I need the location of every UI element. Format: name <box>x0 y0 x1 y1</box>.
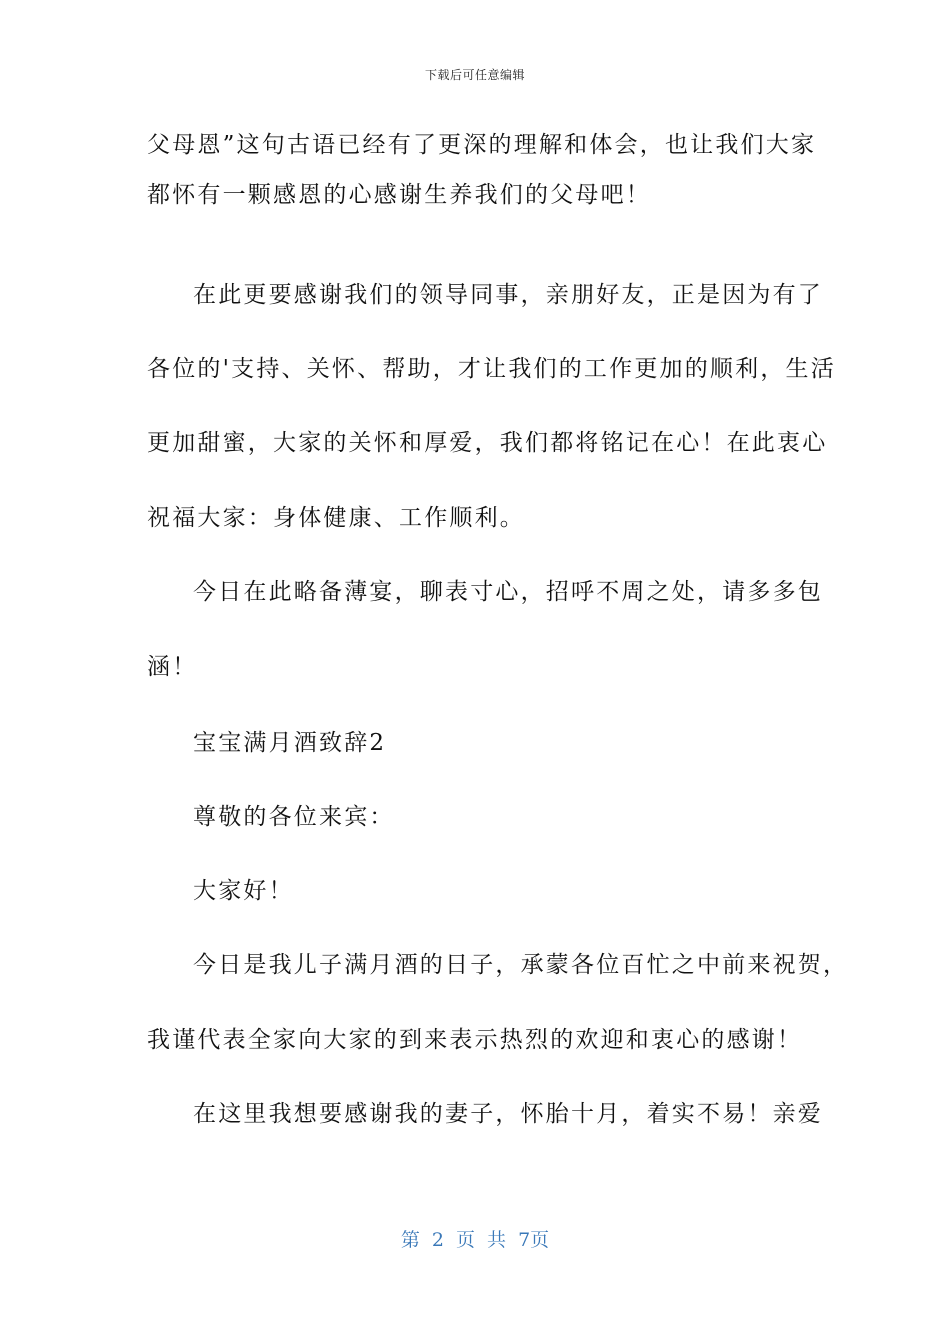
body-line: 都怀有一颗感恩的心感谢生养我们的父母吧！ <box>147 182 651 208</box>
body-line: 涵！ <box>147 654 198 680</box>
body-line: 祝福大家：身体健康、工作顺利。 <box>147 505 525 531</box>
body-line: 今日在此略备薄宴，聊表寸心，招呼不周之处，请多多包 <box>193 579 823 605</box>
body-line: 父母恩”这句古语已经有了更深的理解和体会，也让我们大家 <box>147 132 817 158</box>
body-line: 在这里我想要感谢我的妻子，怀胎十月，着实不易！亲爱 <box>193 1101 823 1127</box>
body-line: 各位的'支持、关怀、帮助，才让我们的工作更加的顺利，生活 <box>147 356 836 382</box>
body-line: 今日是我儿子满月酒的日子，承蒙各位百忙之中前来祝贺， <box>193 952 849 978</box>
body-line: 我谨代表全家向大家的到来表示热烈的欢迎和衷心的感谢！ <box>147 1027 803 1053</box>
body-line: 更加甜蜜，大家的关怀和厚爱，我们都将铭记在心！在此衷心 <box>147 430 828 456</box>
body-line: 在此更要感谢我们的领导同事，亲朋好友，正是因为有了 <box>193 282 823 308</box>
section-title: 宝宝满月酒致辞2 <box>193 730 387 756</box>
page-header: 下载后可任意编辑 <box>424 68 525 82</box>
body-line: 大家好！ <box>193 878 294 904</box>
page-footer: 第 2 页 共 7页 <box>400 1229 550 1251</box>
body-line: 尊敬的各位来宾： <box>193 804 395 830</box>
